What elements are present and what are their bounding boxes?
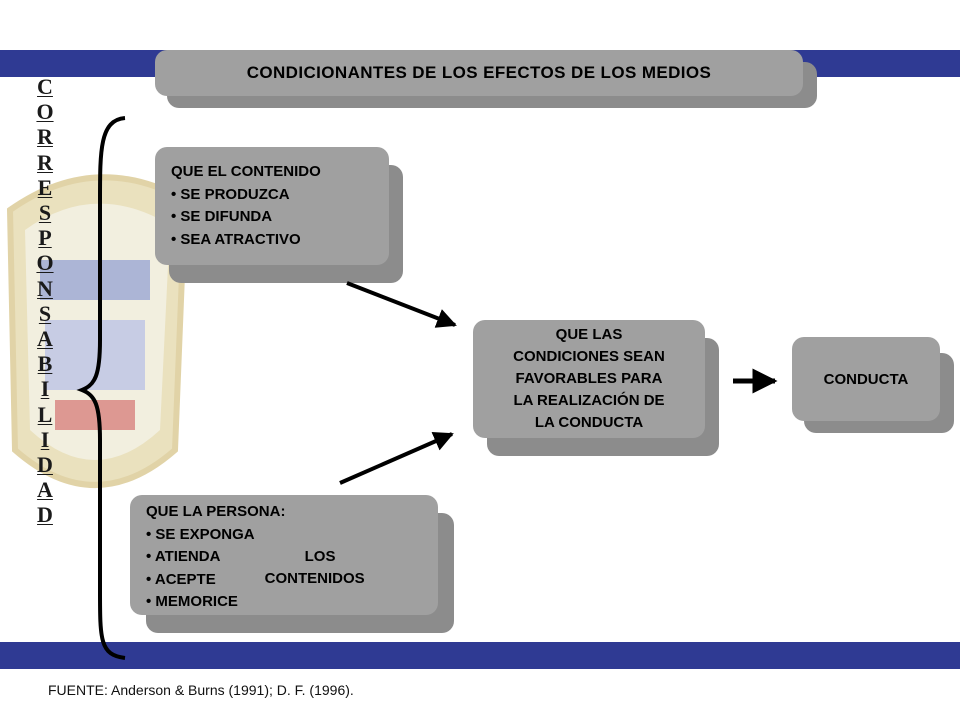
person-object-line1: LOS [304, 548, 336, 565]
conditions-box [473, 320, 721, 458]
person-items [146, 524, 255, 614]
vertical-letter: L [37, 401, 53, 427]
person-object [265, 524, 365, 614]
vertical-letter: E [37, 174, 53, 200]
vertical-letter: B [37, 351, 53, 377]
person-heading: QUE LA PERSONA: [146, 503, 286, 520]
person-item: • ATIENDA [146, 546, 255, 569]
bottom-blue-band [0, 642, 960, 669]
vertical-letter: R [37, 124, 53, 150]
person-item: • SE EXPONGA [146, 524, 255, 547]
title-text: CONDICIONANTES DE LOS EFECTOS DE LOS MEDIOS [246, 63, 712, 82]
vertical-letter: O [36, 99, 54, 125]
conducta-label: CONDUCTA [823, 370, 909, 388]
vertical-letter: R [37, 149, 53, 175]
vertical-letter: N [37, 275, 53, 301]
conducta-box [792, 337, 955, 435]
vertical-letter: I [40, 426, 50, 452]
source-citation: FUENTE: Anderson & Burns (1991); D. F. (1996). [48, 682, 354, 698]
arrow-content-to-conditions [347, 283, 455, 325]
title-box [155, 50, 820, 110]
person-box [130, 495, 455, 635]
content-box [155, 147, 405, 285]
vertical-letter: A [37, 477, 53, 503]
vertical-letter: D [37, 502, 53, 528]
vertical-letter: S [38, 300, 52, 326]
vertical-letter: C [37, 74, 53, 99]
vertical-letter: O [36, 250, 54, 276]
vertical-letter: D [37, 452, 53, 478]
conditions-line: QUE LAS [555, 326, 623, 343]
conditions-line: CONDICIONES SEAN [513, 348, 665, 365]
person-item: • MEMORICE [146, 591, 255, 614]
person-item: • ACEPTE [146, 569, 255, 592]
vertical-word-responsabilidad [30, 74, 60, 528]
content-item: • SE PRODUZCA [171, 184, 373, 207]
content-heading: QUE EL CONTENIDO [171, 163, 321, 180]
vertical-letter: I [40, 376, 50, 402]
vertical-letter: S [38, 200, 52, 226]
content-item: • SE DIFUNDA [171, 206, 373, 229]
conditions-line: LA REALIZACIÓN DE [513, 392, 665, 409]
vertical-letter: A [37, 326, 53, 352]
conditions-line: FAVORABLES PARA [515, 370, 663, 387]
conditions-text [513, 324, 665, 434]
vertical-letter: P [38, 225, 52, 251]
conditions-line: LA CONDUCTA [534, 414, 644, 431]
person-object-line2: CONTENIDOS [264, 570, 365, 587]
arrow-person-to-conditions [340, 434, 452, 483]
content-items [171, 184, 373, 252]
content-item: • SEA ATRACTIVO [171, 229, 373, 252]
